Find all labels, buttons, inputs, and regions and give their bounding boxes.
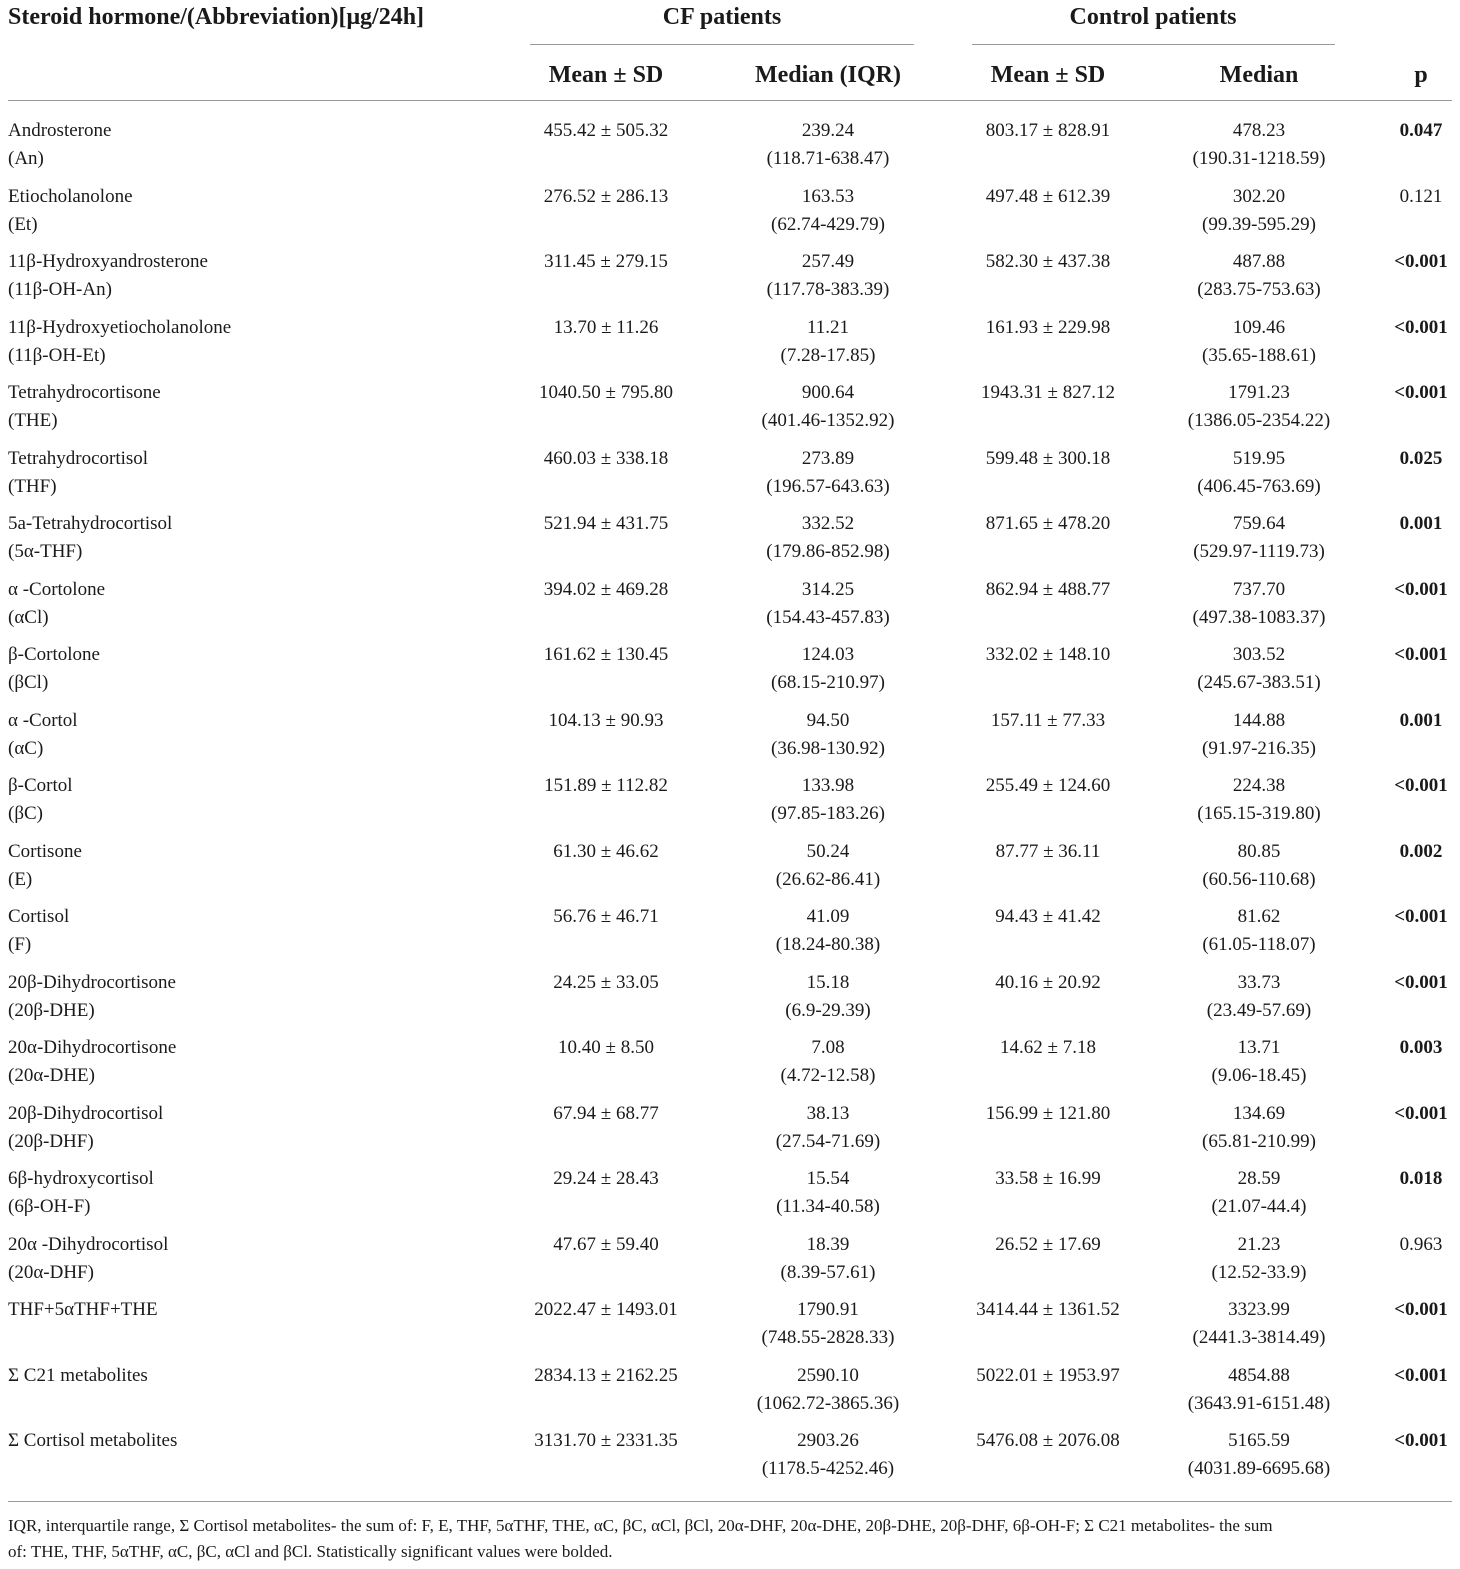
table-row bbox=[0, 1231, 1460, 1296]
control-mean-sd-cell: 157.11 ± 77.33 bbox=[990, 709, 1106, 731]
cf-iqr-cell: (118.71-638.47) bbox=[766, 148, 890, 169]
p-value-cell: <0.001 bbox=[1394, 971, 1448, 993]
cf-iqr-cell: (6.9-29.39) bbox=[785, 999, 871, 1021]
header-cf-median-iqr: Median (IQR) bbox=[755, 62, 901, 88]
p-value-cell: 0.002 bbox=[1399, 840, 1443, 862]
p-value-cell: <0.001 bbox=[1394, 644, 1448, 665]
control-mean-sd-cell: 3414.44 ± 1361.52 bbox=[976, 1299, 1120, 1320]
control-iqr-cell: (1386.05-2354.22) bbox=[1187, 410, 1331, 431]
control-group-underline bbox=[972, 44, 1335, 45]
control-iqr-cell: (2441.3-3814.49) bbox=[1192, 1327, 1326, 1348]
control-median-cell: 759.64 bbox=[1232, 513, 1286, 534]
hormone-name-cell: Σ C21 metabolites bbox=[8, 1364, 148, 1386]
control-median-cell: 4854.88 bbox=[1228, 1364, 1290, 1386]
control-mean-sd-cell: 156.99 ± 121.80 bbox=[985, 1102, 1111, 1124]
cf-mean-sd-cell: 460.03 ± 338.18 bbox=[543, 447, 669, 469]
cf-median-cell: 1790.91 bbox=[797, 1299, 859, 1320]
cf-iqr-cell: (36.98-130.92) bbox=[771, 737, 885, 759]
cf-median-cell: 41.09 bbox=[806, 906, 850, 927]
control-mean-sd-cell: 582.30 ± 437.38 bbox=[985, 251, 1111, 272]
header-control-mean-sd: Mean ± SD bbox=[990, 62, 1106, 88]
cf-iqr-cell: (8.39-57.61) bbox=[780, 1261, 876, 1283]
control-median-cell: 33.73 bbox=[1237, 971, 1281, 993]
control-mean-sd-cell: 332.02 ± 148.10 bbox=[985, 644, 1111, 665]
cf-iqr-cell: (18.24-80.38) bbox=[775, 934, 881, 955]
hormone-abbreviation-cell: (20α-DHE) bbox=[8, 1065, 95, 1086]
table-row bbox=[0, 576, 1460, 641]
control-iqr-cell: (190.31-1218.59) bbox=[1192, 148, 1326, 169]
cf-median-cell: 15.54 bbox=[806, 1168, 850, 1189]
hormone-name-cell: 20β-Dihydrocortisone bbox=[8, 971, 176, 993]
p-value-cell: 0.001 bbox=[1399, 709, 1443, 731]
hormone-abbreviation-cell: (αCl) bbox=[8, 606, 49, 628]
control-mean-sd-cell: 40.16 ± 20.92 bbox=[995, 971, 1101, 993]
table-row bbox=[0, 183, 1460, 248]
control-mean-sd-cell: 1943.31 ± 827.12 bbox=[981, 382, 1115, 403]
p-value-cell: 0.025 bbox=[1399, 447, 1443, 469]
cf-iqr-cell: (1178.5-4252.46) bbox=[761, 1458, 895, 1479]
cf-iqr-cell: (117.78-383.39) bbox=[766, 279, 890, 300]
cf-iqr-cell: (97.85-183.26) bbox=[771, 803, 885, 824]
control-iqr-cell: (3643.91-6151.48) bbox=[1187, 1392, 1331, 1414]
cf-iqr-cell: (27.54-71.69) bbox=[775, 1130, 881, 1152]
cf-mean-sd-cell: 61.30 ± 46.62 bbox=[553, 840, 659, 862]
header-bottom-rule bbox=[8, 100, 1452, 101]
p-value-cell: <0.001 bbox=[1394, 906, 1448, 927]
table-row bbox=[0, 707, 1460, 772]
control-mean-sd-cell: 87.77 ± 36.11 bbox=[995, 840, 1101, 862]
control-median-cell: 303.52 bbox=[1232, 644, 1286, 665]
p-value-cell: <0.001 bbox=[1394, 1364, 1448, 1386]
control-iqr-cell: (61.05-118.07) bbox=[1202, 934, 1316, 955]
table-row bbox=[0, 1296, 1460, 1361]
table-bottom-rule bbox=[8, 1501, 1452, 1502]
hormone-abbreviation-cell: (An) bbox=[8, 148, 44, 169]
hormone-name-cell: Androsterone bbox=[8, 120, 112, 141]
hormone-name-cell: Tetrahydrocortisone bbox=[8, 382, 161, 403]
hormone-name-cell: 11β-Hydroxyetiocholanolone bbox=[8, 316, 232, 338]
control-iqr-cell: (529.97-1119.73) bbox=[1193, 541, 1325, 562]
hormone-name-cell: 6β-hydroxycortisol bbox=[8, 1168, 154, 1189]
control-mean-sd-cell: 5022.01 ± 1953.97 bbox=[976, 1364, 1120, 1386]
cf-mean-sd-cell: 67.94 ± 68.77 bbox=[553, 1102, 659, 1124]
header-p-value: p bbox=[1414, 62, 1428, 88]
cf-median-cell: 50.24 bbox=[806, 840, 850, 862]
control-median-cell: 302.20 bbox=[1232, 185, 1286, 207]
control-median-cell: 478.23 bbox=[1232, 120, 1286, 141]
header-steroid-hormone: Steroid hormone/(Abbreviation)[μg/24h] bbox=[8, 4, 425, 30]
hormone-abbreviation-cell: (βCl) bbox=[8, 672, 49, 693]
p-value-cell: <0.001 bbox=[1394, 1430, 1448, 1451]
control-mean-sd-cell: 803.17 ± 828.91 bbox=[985, 120, 1111, 141]
table-row bbox=[0, 772, 1460, 837]
hormone-name-cell: 11β-Hydroxyandrosterone bbox=[8, 251, 208, 272]
table-row bbox=[0, 969, 1460, 1034]
cf-mean-sd-cell: 10.40 ± 8.50 bbox=[558, 1037, 654, 1058]
header-control-patients: Control patients bbox=[1069, 4, 1237, 30]
table-row bbox=[0, 248, 1460, 313]
cf-median-cell: 332.52 bbox=[801, 513, 855, 534]
control-iqr-cell: (65.81-210.99) bbox=[1202, 1130, 1316, 1152]
cf-iqr-cell: (1062.72-3865.36) bbox=[756, 1392, 900, 1414]
control-median-cell: 3323.99 bbox=[1228, 1299, 1290, 1320]
control-median-cell: 1791.23 bbox=[1228, 382, 1290, 403]
cf-median-cell: 38.13 bbox=[806, 1102, 850, 1124]
hormone-abbreviation-cell: (E) bbox=[8, 868, 33, 890]
cf-median-cell: 133.98 bbox=[801, 775, 855, 796]
cf-group-underline bbox=[530, 44, 914, 45]
hormone-abbreviation-cell: (20β-DHF) bbox=[8, 1130, 94, 1152]
table-row bbox=[0, 379, 1460, 444]
control-mean-sd-cell: 94.43 ± 41.42 bbox=[995, 906, 1101, 927]
table-row bbox=[0, 903, 1460, 968]
cf-median-cell: 94.50 bbox=[806, 709, 850, 731]
p-value-cell: 0.018 bbox=[1399, 1168, 1443, 1189]
cf-median-cell: 18.39 bbox=[806, 1233, 850, 1255]
cf-mean-sd-cell: 2834.13 ± 2162.25 bbox=[534, 1364, 678, 1386]
hormone-abbreviation-cell: (F) bbox=[8, 934, 32, 955]
hormone-name-cell: α -Cortol bbox=[8, 709, 78, 731]
control-mean-sd-cell: 33.58 ± 16.99 bbox=[995, 1168, 1101, 1189]
p-value-cell: <0.001 bbox=[1394, 578, 1448, 600]
hormone-abbreviation-cell: (20α-DHF) bbox=[8, 1261, 94, 1283]
cf-median-cell: 273.89 bbox=[801, 447, 855, 469]
control-iqr-cell: (245.67-383.51) bbox=[1197, 672, 1321, 693]
control-iqr-cell: (12.52-33.9) bbox=[1211, 1261, 1307, 1283]
cf-mean-sd-cell: 104.13 ± 90.93 bbox=[548, 709, 664, 731]
control-median-cell: 134.69 bbox=[1232, 1102, 1286, 1124]
control-iqr-cell: (283.75-753.63) bbox=[1197, 279, 1321, 300]
table-row bbox=[0, 1165, 1460, 1230]
cf-mean-sd-cell: 276.52 ± 286.13 bbox=[543, 185, 669, 207]
cf-mean-sd-cell: 394.02 ± 469.28 bbox=[543, 578, 669, 600]
hormone-name-cell: α -Cortolone bbox=[8, 578, 106, 600]
hormone-name-cell: THF+5αTHF+THE bbox=[8, 1299, 158, 1320]
control-median-cell: 144.88 bbox=[1232, 709, 1286, 731]
header-cf-patients: CF patients bbox=[662, 4, 782, 30]
p-value-cell: <0.001 bbox=[1394, 251, 1448, 272]
p-value-cell: 0.121 bbox=[1399, 185, 1443, 207]
table-row bbox=[0, 510, 1460, 575]
control-median-cell: 13.71 bbox=[1237, 1037, 1281, 1058]
control-median-cell: 737.70 bbox=[1232, 578, 1286, 600]
hormone-name-cell: Cortisol bbox=[8, 906, 70, 927]
cf-iqr-cell: (68.15-210.97) bbox=[771, 672, 885, 693]
control-iqr-cell: (9.06-18.45) bbox=[1211, 1065, 1307, 1086]
hormone-name-cell: β-Cortol bbox=[8, 775, 73, 796]
control-median-cell: 81.62 bbox=[1237, 906, 1281, 927]
hormone-name-cell: 20α-Dihydrocortisone bbox=[8, 1037, 177, 1058]
cf-mean-sd-cell: 455.42 ± 505.32 bbox=[543, 120, 669, 141]
hormone-name-cell: 20α -Dihydrocortisol bbox=[8, 1233, 169, 1255]
p-value-cell: <0.001 bbox=[1394, 316, 1448, 338]
cf-median-cell: 7.08 bbox=[811, 1037, 845, 1058]
hormone-abbreviation-cell: (20β-DHE) bbox=[8, 999, 95, 1021]
p-value-cell: <0.001 bbox=[1394, 1299, 1448, 1320]
control-median-cell: 224.38 bbox=[1232, 775, 1286, 796]
hormone-name-cell: 5a-Tetrahydrocortisol bbox=[8, 513, 173, 534]
control-mean-sd-cell: 255.49 ± 124.60 bbox=[985, 775, 1111, 796]
p-value-cell: 0.003 bbox=[1399, 1037, 1443, 1058]
control-iqr-cell: (99.39-595.29) bbox=[1202, 213, 1316, 235]
cf-iqr-cell: (401.46-1352.92) bbox=[761, 410, 895, 431]
cf-iqr-cell: (4.72-12.58) bbox=[780, 1065, 876, 1086]
table-row bbox=[0, 117, 1460, 182]
footnote-line-1: IQR, interquartile range, Σ Cortisol metabolites- the sum of: F, E, THF, 5αTHF, THE, αC, βC, αCl, βCl, 20α-DHF, 20α-DHE, 20β-DHE, 20β-DHF, 6β-OH-F; Σ C21 metabolites- the sum bbox=[8, 1516, 1273, 1535]
cf-mean-sd-cell: 24.25 ± 33.05 bbox=[553, 971, 659, 993]
table-row bbox=[0, 1034, 1460, 1099]
control-mean-sd-cell: 14.62 ± 7.18 bbox=[1000, 1037, 1096, 1058]
footnote-line-2: of: THE, THF, 5αTHF, αC, βC, αCl and βCl. Statistically significant values were bolded. bbox=[8, 1542, 613, 1561]
control-mean-sd-cell: 599.48 ± 300.18 bbox=[985, 447, 1111, 469]
control-mean-sd-cell: 497.48 ± 612.39 bbox=[985, 185, 1111, 207]
hormone-name-cell: Cortisone bbox=[8, 840, 82, 862]
cf-mean-sd-cell: 56.76 ± 46.71 bbox=[553, 906, 659, 927]
p-value-cell: 0.001 bbox=[1399, 513, 1443, 534]
hormone-name-cell: Σ Cortisol metabolites bbox=[8, 1430, 178, 1451]
hormone-abbreviation-cell: (THE) bbox=[8, 410, 58, 431]
p-value-cell: 0.963 bbox=[1399, 1233, 1443, 1255]
control-mean-sd-cell: 862.94 ± 488.77 bbox=[985, 578, 1111, 600]
cf-iqr-cell: (154.43-457.83) bbox=[766, 606, 890, 628]
hormone-abbreviation-cell: (11β-OH-An) bbox=[8, 279, 112, 300]
control-median-cell: 487.88 bbox=[1232, 251, 1286, 272]
header-cf-mean-sd: Mean ± SD bbox=[548, 62, 664, 88]
cf-mean-sd-cell: 151.89 ± 112.82 bbox=[544, 775, 668, 796]
control-median-cell: 21.23 bbox=[1237, 1233, 1281, 1255]
control-mean-sd-cell: 5476.08 ± 2076.08 bbox=[976, 1430, 1120, 1451]
cf-mean-sd-cell: 29.24 ± 28.43 bbox=[553, 1168, 659, 1189]
control-median-cell: 519.95 bbox=[1232, 447, 1286, 469]
cf-iqr-cell: (179.86-852.98) bbox=[766, 541, 890, 562]
cf-median-cell: 15.18 bbox=[806, 971, 850, 993]
control-iqr-cell: (497.38-1083.37) bbox=[1192, 606, 1326, 628]
table-row bbox=[0, 314, 1460, 379]
hormone-name-cell: 20β-Dihydrocortisol bbox=[8, 1102, 164, 1124]
control-iqr-cell: (21.07-44.4) bbox=[1211, 1196, 1307, 1217]
control-iqr-cell: (35.65-188.61) bbox=[1202, 344, 1316, 366]
cf-iqr-cell: (62.74-429.79) bbox=[771, 213, 885, 235]
cf-iqr-cell: (7.28-17.85) bbox=[780, 344, 876, 366]
table-row bbox=[0, 1100, 1460, 1165]
table-row bbox=[0, 445, 1460, 510]
table-row bbox=[0, 1362, 1460, 1427]
control-median-cell: 5165.59 bbox=[1228, 1430, 1290, 1451]
control-mean-sd-cell: 871.65 ± 478.20 bbox=[985, 513, 1111, 534]
p-value-cell: 0.047 bbox=[1399, 120, 1443, 141]
cf-mean-sd-cell: 1040.50 ± 795.80 bbox=[539, 382, 673, 403]
hormone-abbreviation-cell: (6β-OH-F) bbox=[8, 1196, 91, 1217]
cf-iqr-cell: (26.62-86.41) bbox=[775, 868, 881, 890]
hormone-abbreviation-cell: (βC) bbox=[8, 803, 43, 824]
cf-mean-sd-cell: 2022.47 ± 1493.01 bbox=[534, 1299, 678, 1320]
cf-median-cell: 2903.26 bbox=[797, 1430, 859, 1451]
cf-median-cell: 11.21 bbox=[806, 316, 850, 338]
cf-median-cell: 314.25 bbox=[801, 578, 855, 600]
control-iqr-cell: (4031.89-6695.68) bbox=[1187, 1458, 1331, 1479]
control-mean-sd-cell: 26.52 ± 17.69 bbox=[995, 1233, 1101, 1255]
p-value-cell: <0.001 bbox=[1394, 382, 1448, 403]
cf-mean-sd-cell: 521.94 ± 431.75 bbox=[543, 513, 669, 534]
p-value-cell: <0.001 bbox=[1394, 1102, 1448, 1124]
header-control-median: Median bbox=[1219, 62, 1299, 88]
control-iqr-cell: (23.49-57.69) bbox=[1206, 999, 1312, 1021]
control-median-cell: 109.46 bbox=[1232, 316, 1286, 338]
p-value-cell: <0.001 bbox=[1394, 775, 1448, 796]
control-mean-sd-cell: 161.93 ± 229.98 bbox=[985, 316, 1111, 338]
cf-mean-sd-cell: 3131.70 ± 2331.35 bbox=[534, 1430, 678, 1451]
cf-median-cell: 239.24 bbox=[801, 120, 855, 141]
control-iqr-cell: (91.97-216.35) bbox=[1202, 737, 1316, 759]
cf-mean-sd-cell: 311.45 ± 279.15 bbox=[544, 251, 668, 272]
cf-iqr-cell: (196.57-643.63) bbox=[766, 475, 890, 497]
control-iqr-cell: (406.45-763.69) bbox=[1197, 475, 1321, 497]
hormone-name-cell: Etiocholanolone bbox=[8, 185, 133, 207]
control-median-cell: 28.59 bbox=[1237, 1168, 1281, 1189]
hormone-abbreviation-cell: (5α-THF) bbox=[8, 541, 83, 562]
hormone-name-cell: β-Cortolone bbox=[8, 644, 100, 665]
cf-median-cell: 257.49 bbox=[801, 251, 855, 272]
hormone-name-cell: Tetrahydrocortisol bbox=[8, 447, 149, 469]
cf-median-cell: 163.53 bbox=[801, 185, 855, 207]
hormone-abbreviation-cell: (αC) bbox=[8, 737, 44, 759]
cf-mean-sd-cell: 161.62 ± 130.45 bbox=[543, 644, 669, 665]
hormone-abbreviation-cell: (11β-OH-Et) bbox=[8, 344, 106, 366]
cf-mean-sd-cell: 47.67 ± 59.40 bbox=[553, 1233, 659, 1255]
hormone-abbreviation-cell: (Et) bbox=[8, 213, 38, 235]
table-row bbox=[0, 838, 1460, 903]
cf-iqr-cell: (11.34-40.58) bbox=[776, 1196, 880, 1217]
cf-mean-sd-cell: 13.70 ± 11.26 bbox=[553, 316, 659, 338]
cf-median-cell: 2590.10 bbox=[797, 1364, 859, 1386]
cf-iqr-cell: (748.55-2828.33) bbox=[761, 1327, 895, 1348]
cf-median-cell: 124.03 bbox=[801, 644, 855, 665]
cf-median-cell: 900.64 bbox=[801, 382, 855, 403]
control-iqr-cell: (165.15-319.80) bbox=[1197, 803, 1321, 824]
hormone-abbreviation-cell: (THF) bbox=[8, 475, 57, 497]
table-footnote bbox=[8, 1513, 1454, 1565]
table-row bbox=[0, 641, 1460, 706]
table-row bbox=[0, 1427, 1460, 1492]
control-iqr-cell: (60.56-110.68) bbox=[1202, 868, 1316, 890]
control-median-cell: 80.85 bbox=[1237, 840, 1281, 862]
